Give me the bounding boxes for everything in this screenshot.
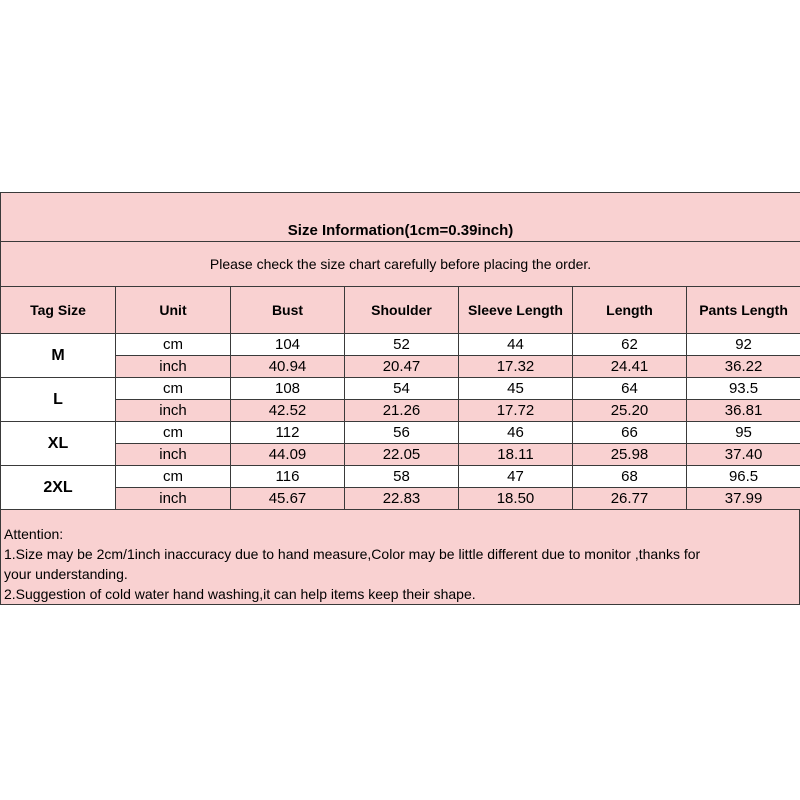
- attention-line-1: 1.Size may be 2cm/1inch inaccuracy due to hand measure,Color may be little different due to monitor ,thanks for: [4, 546, 701, 562]
- length-cell: 66: [573, 422, 687, 444]
- tag-size-xl: XL: [1, 422, 116, 466]
- sleeve-cell: 17.32: [459, 356, 573, 378]
- attention-line-2: your understanding.: [4, 566, 128, 582]
- length-cell: 24.41: [573, 356, 687, 378]
- header-length: Length: [573, 287, 687, 334]
- bust-cell: 108: [231, 378, 345, 400]
- table-row: [1, 378, 800, 400]
- unit-cell: inch: [116, 488, 231, 510]
- unit-cell: inch: [116, 356, 231, 378]
- unit-cell: cm: [116, 378, 231, 400]
- bust-cell: 44.09: [231, 444, 345, 466]
- chart-title: Size Information(1cm=0.39inch): [1, 193, 800, 242]
- sleeve-cell: 47: [459, 466, 573, 488]
- table-row: [1, 444, 800, 466]
- table-row: [1, 466, 800, 488]
- bust-cell: 45.67: [231, 488, 345, 510]
- sleeve-cell: 17.72: [459, 400, 573, 422]
- attention-notes: [0, 510, 800, 605]
- header-pants-length: Pants Length: [687, 287, 800, 334]
- pants-cell: 37.99: [687, 488, 800, 510]
- bust-cell: 40.94: [231, 356, 345, 378]
- length-cell: 25.98: [573, 444, 687, 466]
- tag-size-2xl: 2XL: [1, 466, 116, 510]
- unit-cell: inch: [116, 444, 231, 466]
- shoulder-cell: 20.47: [345, 356, 459, 378]
- shoulder-cell: 22.05: [345, 444, 459, 466]
- bust-cell: 104: [231, 334, 345, 356]
- header-tag-size: Tag Size: [1, 287, 116, 334]
- sleeve-cell: 45: [459, 378, 573, 400]
- bust-cell: 112: [231, 422, 345, 444]
- length-cell: 68: [573, 466, 687, 488]
- bust-cell: 42.52: [231, 400, 345, 422]
- length-cell: 25.20: [573, 400, 687, 422]
- bust-cell: 116: [231, 466, 345, 488]
- table-row: [1, 422, 800, 444]
- unit-cell: cm: [116, 466, 231, 488]
- length-cell: 26.77: [573, 488, 687, 510]
- header-shoulder: Shoulder: [345, 287, 459, 334]
- shoulder-cell: 21.26: [345, 400, 459, 422]
- sleeve-cell: 44: [459, 334, 573, 356]
- sleeve-cell: 18.11: [459, 444, 573, 466]
- pants-cell: 95: [687, 422, 800, 444]
- table-row: [1, 400, 800, 422]
- tag-size-m: M: [1, 334, 116, 378]
- shoulder-cell: 52: [345, 334, 459, 356]
- shoulder-cell: 58: [345, 466, 459, 488]
- table-row: [1, 488, 800, 510]
- sleeve-cell: 18.50: [459, 488, 573, 510]
- pants-cell: 36.22: [687, 356, 800, 378]
- unit-cell: inch: [116, 400, 231, 422]
- pants-cell: 92: [687, 334, 800, 356]
- attention-heading: Attention:: [4, 526, 64, 542]
- shoulder-cell: 22.83: [345, 488, 459, 510]
- unit-cell: cm: [116, 334, 231, 356]
- size-chart: [0, 192, 800, 605]
- attention-line-3: 2.Suggestion of cold water hand washing,it can help items keep their shape.: [4, 586, 476, 602]
- pants-cell: 93.5: [687, 378, 800, 400]
- unit-cell: cm: [116, 422, 231, 444]
- pants-cell: 37.40: [687, 444, 800, 466]
- shoulder-cell: 56: [345, 422, 459, 444]
- header-bust: Bust: [231, 287, 345, 334]
- chart-subtitle: Please check the size chart carefully before placing the order.: [1, 242, 800, 287]
- pants-cell: 36.81: [687, 400, 800, 422]
- size-table: [0, 192, 800, 510]
- header-sleeve-length: Sleeve Length: [459, 287, 573, 334]
- sleeve-cell: 46: [459, 422, 573, 444]
- pants-cell: 96.5: [687, 466, 800, 488]
- header-unit: Unit: [116, 287, 231, 334]
- length-cell: 64: [573, 378, 687, 400]
- table-row: [1, 356, 800, 378]
- table-row: [1, 334, 800, 356]
- length-cell: 62: [573, 334, 687, 356]
- tag-size-l: L: [1, 378, 116, 422]
- shoulder-cell: 54: [345, 378, 459, 400]
